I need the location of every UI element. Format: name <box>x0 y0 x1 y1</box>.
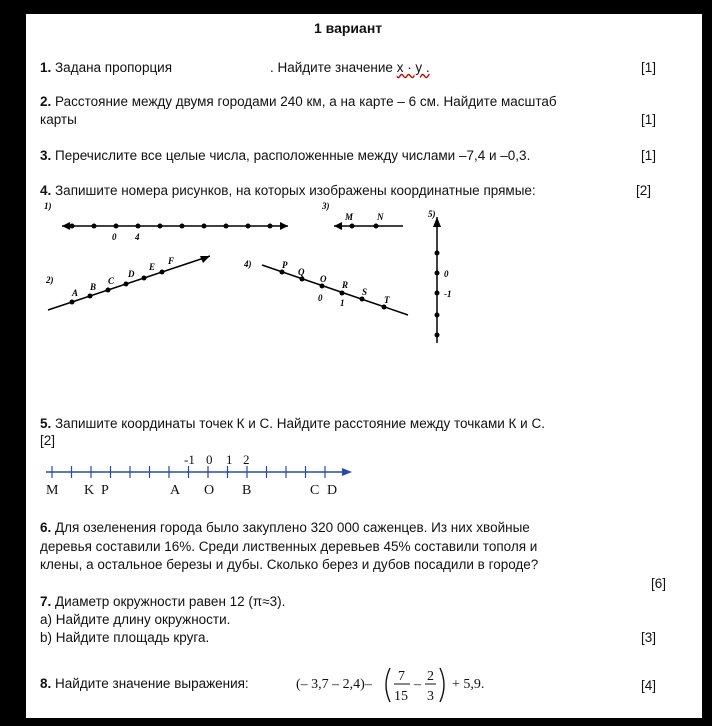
q5-point-b: B <box>242 483 252 498</box>
q3-text: 3. Перечислите все целые числа, расположенные между числами –7,4 и –0,3. <box>40 148 531 163</box>
fig4-point-p: P <box>282 260 288 270</box>
fig5-label: 5) <box>428 209 436 219</box>
fig2-point-f: F <box>168 256 175 266</box>
fig2-label: 2) <box>46 275 54 285</box>
q6-text-line2: деревья составили 16%. Среди лиственных деревьев 45% составили тополя и <box>40 539 538 554</box>
page-title: 1 вариант <box>314 20 383 36</box>
fig4-point-s: S <box>362 287 368 297</box>
q6-text-line3: клены, а остальное березы и дубы. Сколько берез и дубов посадили в городе? <box>40 557 539 572</box>
fig5-tick-minus-1: -1 <box>444 289 452 299</box>
q3-points: [1] <box>641 148 657 163</box>
fig1-label: 1) <box>44 201 52 211</box>
q5-number-line <box>40 450 360 500</box>
fig2-point-c: C <box>108 276 115 286</box>
fig2-point-a: A <box>72 288 79 298</box>
q4-text: 4. Запишите номера рисунков, на которых изображены координатные прямые: <box>40 183 536 198</box>
q6-points: [6] <box>651 576 667 591</box>
fig4-point-o: O <box>320 274 327 284</box>
fig2-point-d: D <box>128 269 135 279</box>
q5-points: [2] <box>40 433 56 448</box>
q7-text: 7. Диаметр окружности равен 12 (π≈3). <box>40 594 286 609</box>
fig5-tick-0: 0 <box>444 269 449 279</box>
q8-expr-minus: – <box>414 677 421 692</box>
q5-tick-2: 2 <box>243 452 250 467</box>
q6-text: 6. Для озеленения города было закуплено 320 000 саженцев. Из них хвойные <box>40 520 530 535</box>
fig4-point-q: Q <box>298 267 305 277</box>
q5-point-d: D <box>327 483 338 498</box>
q8-expression <box>294 660 504 710</box>
figure-5 <box>428 209 452 343</box>
q1-text: 1. Задана пропорция <box>40 60 173 75</box>
q2-text-line2: карты <box>40 112 77 127</box>
q5-tick-0: 0 <box>206 452 213 467</box>
q7-points: [3] <box>641 630 657 645</box>
q2-text: 2. Расстояние между двумя городами 240 км, а на карте – 6 см. Найдите масштаб <box>40 94 557 109</box>
fig3-point-n: N <box>377 212 384 222</box>
fig1-tick-0: 0 <box>112 232 117 242</box>
figure-3 <box>321 201 403 230</box>
q5-point-p: P <box>101 483 109 498</box>
q5-point-a: A <box>170 483 181 498</box>
q5-point-m: M <box>46 483 59 498</box>
q5-point-k: K <box>84 483 95 498</box>
q5-tick-minus1: -1 <box>184 452 195 467</box>
figure-2 <box>45 256 210 310</box>
q5-point-c: C <box>310 483 320 498</box>
q8-points: [4] <box>641 678 657 693</box>
fig4-tick-1: 1 <box>340 298 345 308</box>
q7-part-a: a) Найдите длину окружности. <box>40 612 231 627</box>
q2-points: [1] <box>641 112 657 127</box>
q5-point-o: O <box>204 483 215 498</box>
figure-4 <box>243 259 408 315</box>
q8-frac1-den: 15 <box>394 689 408 704</box>
q8-frac1-num: 7 <box>398 669 405 684</box>
q1-points: [1] <box>641 60 657 75</box>
q4-points: [2] <box>636 183 652 198</box>
fig3-point-m: M <box>345 212 354 222</box>
q1-text-b: . Найдите значение х · у . <box>270 60 430 75</box>
figure-1 <box>44 201 288 242</box>
q7-part-b: b) Найдите площадь круга. <box>40 630 210 645</box>
q4-figures <box>0 195 712 355</box>
fig4-tick-0: 0 <box>318 293 323 303</box>
fig3-label: 3) <box>322 201 330 211</box>
q5-tick-1: 1 <box>226 452 233 467</box>
q8-expr-open: (– 3,7 – 2,4)– <box>296 677 372 692</box>
q8-frac2-den: 3 <box>427 689 434 704</box>
fig4-label: 4) <box>244 259 252 269</box>
q5-text: 5. Запишите координаты точек К и С. Найдите расстояние между точками К и С. <box>40 416 545 431</box>
q8-expr-tail: + 5,9. <box>452 677 485 692</box>
fig4-point-r: R <box>342 280 349 290</box>
fig2-point-b: B <box>90 282 97 292</box>
q8-frac2-num: 2 <box>427 669 434 684</box>
q8-text: 8. Найдите значение выражения: <box>40 676 249 691</box>
fig2-point-e: E <box>149 262 156 272</box>
fig1-tick-4: 4 <box>135 232 140 242</box>
fig4-point-t: T <box>384 295 390 305</box>
